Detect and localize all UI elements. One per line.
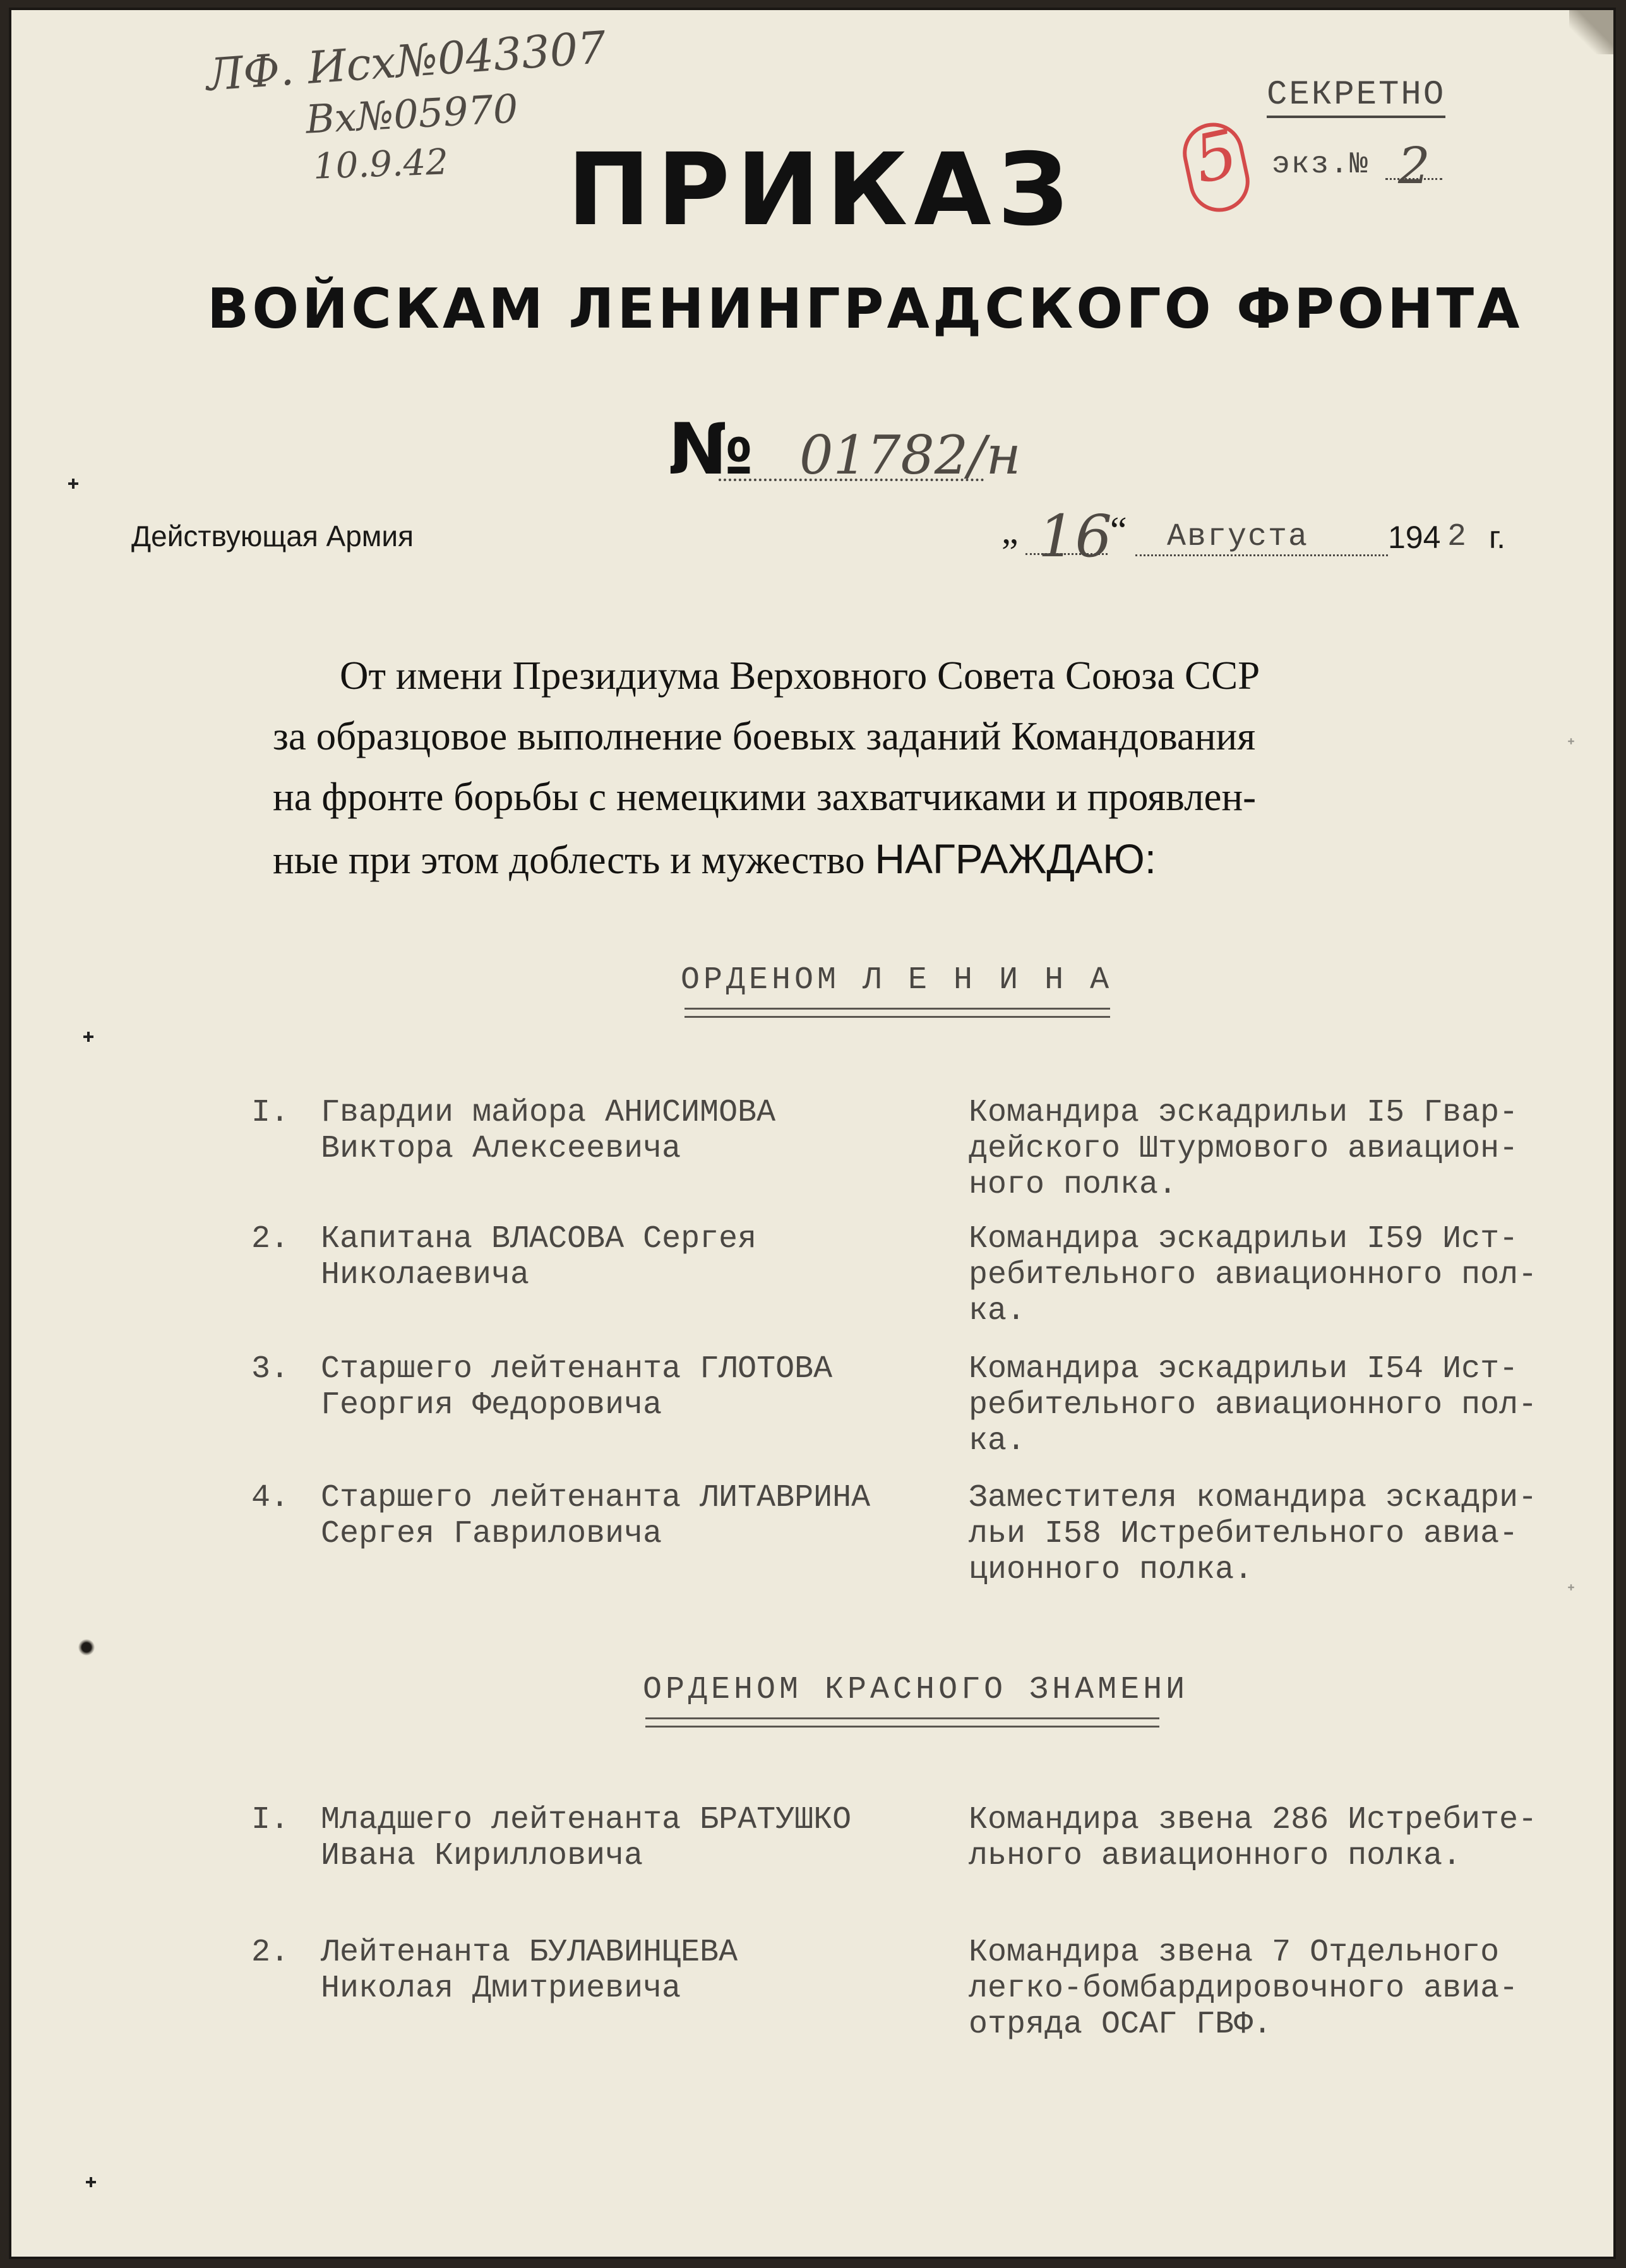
section-underline (645, 1717, 1159, 1728)
section-title-order-of-red-banner: ОРДЕНОМ КРАСНОГО ЗНАМЕНИ (643, 1672, 1189, 1708)
entry-number: 2. (251, 1935, 290, 1971)
order-number-label: № (668, 409, 753, 491)
date-quote-open: „ (1001, 510, 1019, 551)
section-underline (684, 1008, 1110, 1018)
document-title: ПРИКАЗ (567, 132, 1075, 248)
archive-note-outgoing: ЛФ. Исх№043307 (204, 21, 608, 102)
copy-label: экз.№ (1272, 148, 1370, 182)
preamble-line-2: за образцовое выполнение боевых заданий Командования (273, 714, 1256, 758)
document-sheet (9, 8, 1616, 2259)
entry-number: 4. (251, 1480, 290, 1516)
date-year-suffix: 2 (1447, 519, 1468, 555)
paper-corner (1569, 10, 1613, 54)
entry-name: Старшего лейтенанта ЛИТАВРИНА Сергея Гавриловича (321, 1480, 871, 1552)
preamble-line-4 (273, 835, 1156, 883)
date-month: Августа (1167, 519, 1309, 555)
tack-mark (1568, 1584, 1574, 1591)
date-quote-close: “ (1110, 510, 1127, 551)
archive-note-date: 10.9.42 (312, 141, 449, 188)
entry-name: Капитана ВЛАСОВА Сергея Николаевича (321, 1221, 757, 1293)
date-day: 16 (1038, 503, 1113, 570)
award-verb: НАГРАЖДАЮ: (875, 835, 1157, 882)
entry-name: Младшего лейтенанта БРАТУШКО Ивана Кирилловича (321, 1802, 852, 1874)
order-number-value: 01782/н (799, 424, 1021, 486)
entry-number: I. (251, 1802, 290, 1838)
copy-number: 2 (1398, 136, 1430, 195)
entry-position: Командира звена 286 Истребите- льного авиационного полка. (969, 1802, 1538, 1874)
entry-position: Командира эскадрильи I59 Ист- ребительного авиационного пол- ка. (969, 1221, 1538, 1329)
archive-note-incoming: Вх№05970 (304, 85, 520, 143)
entry-position: Командира эскадрильи I54 Ист- ребительного авиационного пол- ка. (969, 1351, 1538, 1459)
preamble-line-1: От имени Президиума Верховного Совета Союза ССР (340, 654, 1260, 698)
tack-mark (1568, 738, 1574, 744)
tack-mark (68, 479, 78, 489)
entry-name: Старшего лейтенанта ГЛОТОВА Георгия Федоровича (321, 1351, 833, 1423)
entry-position: Командира эскадрильи I5 Гвар- дейского Штурмового авиацион- ного полка. (969, 1095, 1519, 1203)
preamble-line-4-text: ные при этом доблесть и мужество (273, 838, 875, 882)
date-year-abbr: г. (1489, 520, 1506, 555)
tack-mark (83, 1032, 93, 1042)
entry-position: Заместителя командира эскадри- льи I58 Истребительного авиа- ционного полка. (969, 1480, 1538, 1588)
entry-name: Гвардии майора АНИСИМОВА Виктора Алексеевича (321, 1095, 776, 1167)
place-label: Действующая Армия (131, 520, 414, 552)
tack-mark (86, 2177, 96, 2187)
entry-number: 3. (251, 1351, 290, 1387)
red-mark (1177, 114, 1255, 218)
document-subtitle: ВОЙСКАМ ЛЕНИНГРАДСКОГО ФРОНТА (207, 277, 1523, 341)
red-mark-digit: 5 (1187, 114, 1245, 199)
entry-name: Лейтенанта БУЛАВИНЦЕВА Николая Дмитриевича (321, 1935, 738, 2007)
secret-label: СЕКРЕТНО (1267, 76, 1445, 118)
entry-position: Командира звена 7 Отдельного легко-бомбардировочного авиа- отряда ОСАГ ГВФ. (969, 1935, 1519, 2043)
date-year-prefix: 194 (1388, 520, 1441, 555)
binding-hole (78, 1639, 95, 1656)
entry-number: I. (251, 1095, 290, 1131)
preamble-line-3: на фронте борьбы с немецкими захватчиками и проявлен- (273, 775, 1257, 819)
section-title-order-of-lenin: ОРДЕНОМ Л Е Н И Н А (681, 962, 1113, 998)
entry-number: 2. (251, 1221, 290, 1257)
